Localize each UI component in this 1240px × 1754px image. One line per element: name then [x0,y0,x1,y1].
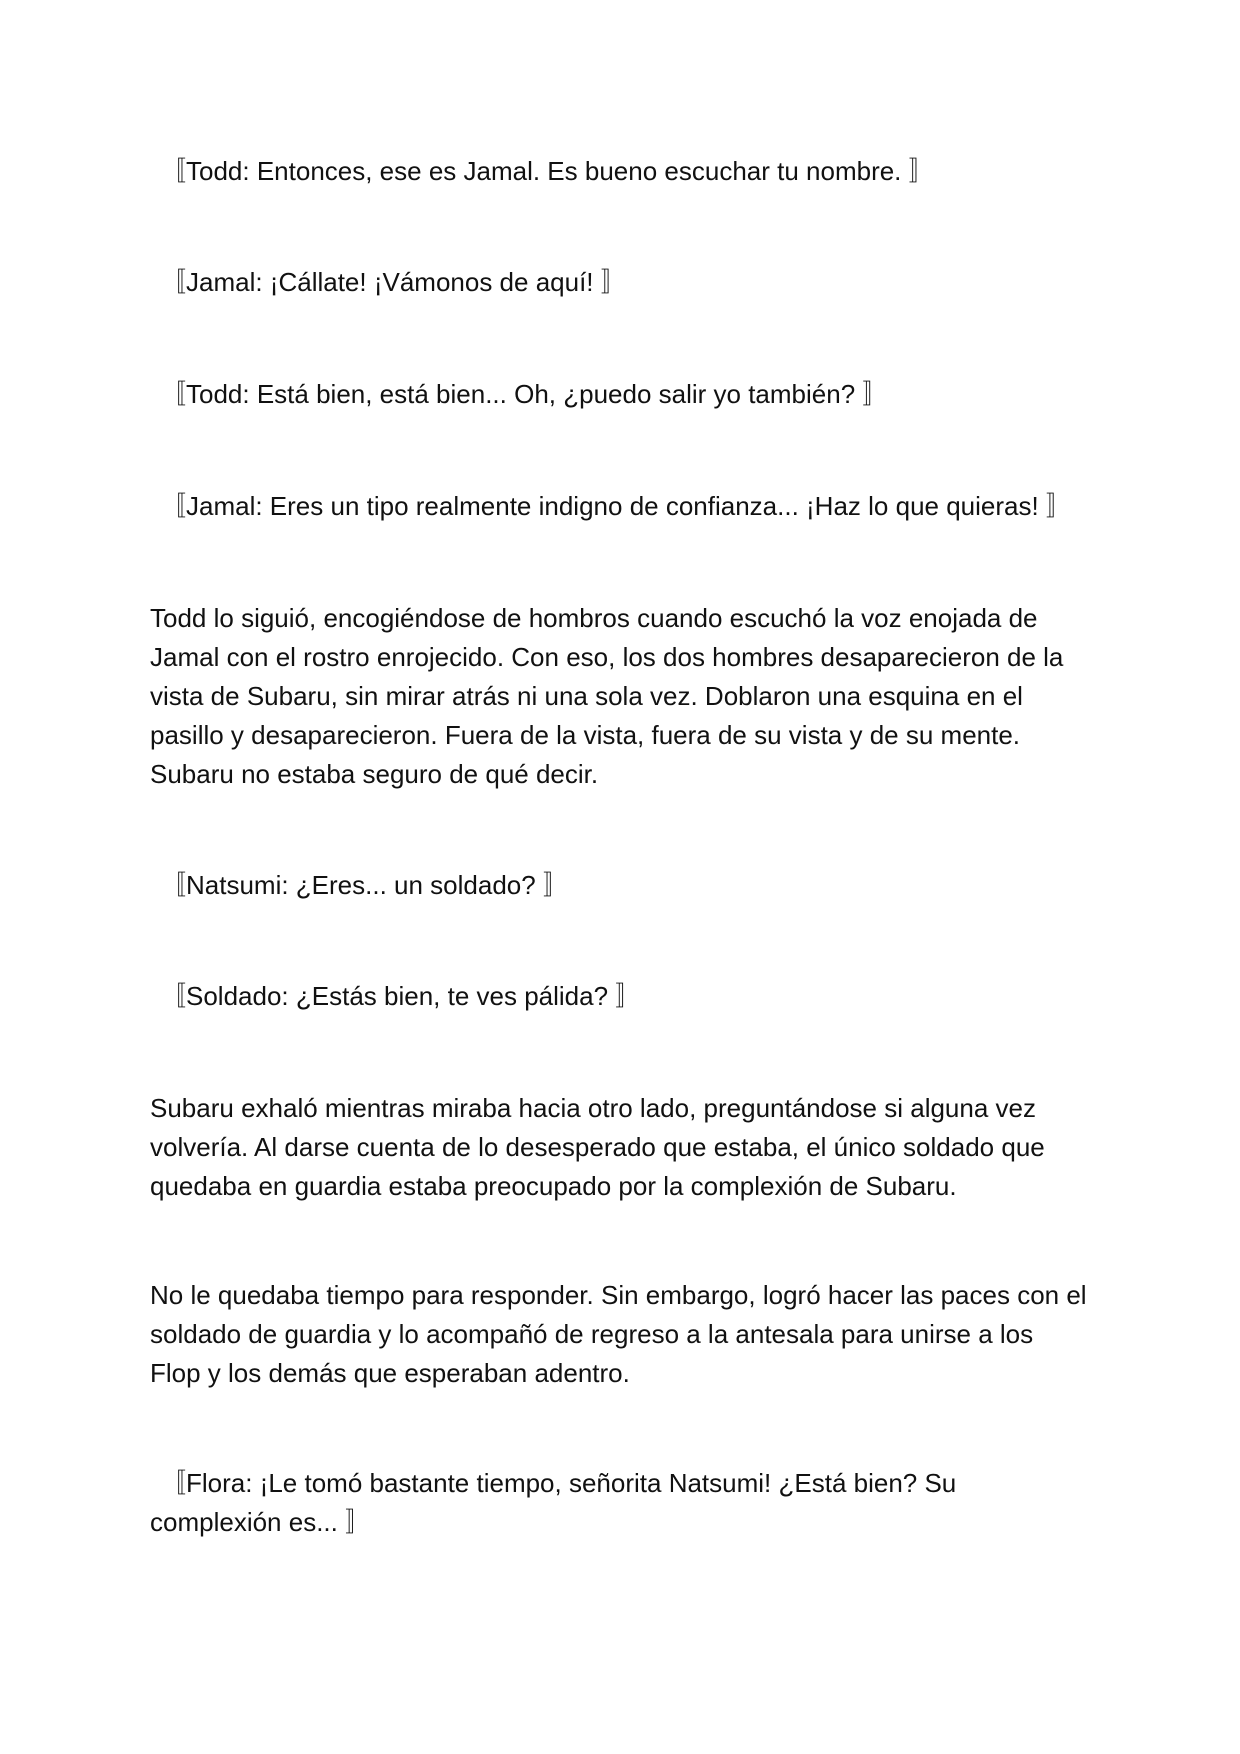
narrative-paragraph: Subaru exhaló mientras miraba hacia otro lado, preguntándose si alguna vez volvería. Al darse cuenta de lo desesperado que estaba, el único soldado que quedaba en guardia estaba preocupado por la complexión de Subaru. [150,1093,1045,1201]
narrative-paragraph: Todd lo siguió, encogiéndose de hombros cuando escuchó la voz enojada de Jamal con el rostro enrojecido. Con eso, los dos hombres desaparecieron de la vista de Subaru, sin mirar atrás ni una sola vez. Doblaron una esquina en el pasillo y desaparecieron. Fuera de la vista, fuera de su vista y de su mente. Subaru no estaba seguro de qué decir. [150,603,1064,789]
dialogue-line: 〚Flora: ¡Le tomó bastante tiempo, señorita Natsumi! ¿Está bien? Su complexión es... 〛 [150,1468,957,1537]
dialogue-line: 〚Soldado: ¿Estás bien, te ves pálida? 〛 [160,981,642,1011]
dialogue-line: 〚Todd: Está bien, está bien... Oh, ¿puedo salir yo también? 〛 [160,379,889,409]
dialogue-line: 〚Jamal: Eres un tipo realmente indigno de confianza... ¡Haz lo que quieras! 〛 [160,491,1072,521]
narrative-paragraph: No le quedaba tiempo para responder. Sin embargo, logró hacer las paces con el soldado de guardia y lo acompañó de regreso a la antesala para unirse a los Flop y los demás que esperaban adentro. [150,1280,1087,1388]
dialogue-line: 〚Todd: Entonces, ese es Jamal. Es bueno escuchar tu nombre. 〛 [160,156,935,186]
dialogue-line: 〚Jamal: ¡Cállate! ¡Vámonos de aquí! 〛 [160,267,627,297]
dialogue-line: 〚Natsumi: ¿Eres... un soldado? 〛 [160,870,569,900]
